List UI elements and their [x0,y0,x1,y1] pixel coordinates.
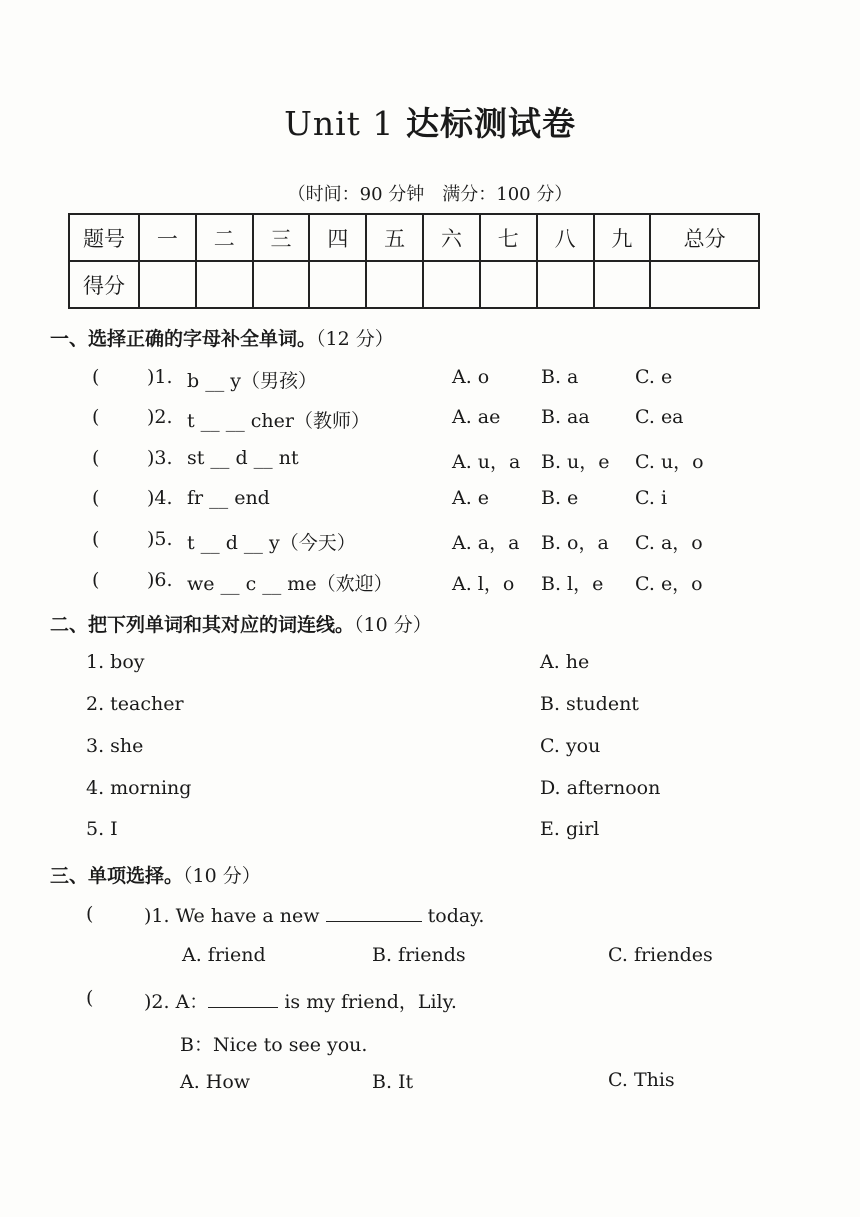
header-cell: 四 [309,214,366,261]
option-a: A. ae [452,406,501,428]
option-b: B. e [541,487,579,509]
answer-paren[interactable]: ( [86,987,94,1009]
section3-title: 三、单项选择。 [50,865,184,887]
page-title [0,98,860,145]
option-a: A. e [452,487,490,509]
title-unit: Unit 1 [284,104,395,143]
question-word: t __ __ cher（教师） [187,410,370,432]
option-b: B. u，e [541,451,610,473]
score-cell[interactable] [594,261,651,308]
option-b: B. l，e [541,573,604,595]
option-b: B. friends [372,944,466,966]
header-cell: 九 [594,214,651,261]
answer-blank[interactable] [208,989,278,1008]
header-cell: 六 [423,214,480,261]
option-c: C. e，o [635,573,703,595]
exam-info: （时间：90 分钟 满分：100 分） [287,184,573,205]
question-word: b __ y（男孩） [187,370,317,392]
option-c: C. a，o [635,532,703,554]
answer-paren[interactable]: ( [92,528,100,550]
score-cell[interactable] [366,261,423,308]
match-right-item[interactable]: A. he [540,651,590,673]
option-c: C. This [608,1069,675,1091]
score-table-header-row [69,214,759,261]
score-row-label: 得分 [69,261,139,308]
header-cell: 八 [537,214,594,261]
section1-heading [50,324,394,351]
score-cell[interactable] [309,261,366,308]
score-cell[interactable] [537,261,594,308]
option-c: C. e [635,366,673,388]
answer-paren[interactable]: ( [92,569,100,591]
question-number: )3. [147,447,173,469]
score-cell[interactable] [480,261,537,308]
section3-heading [50,861,261,888]
answer-paren[interactable]: ( [92,487,100,509]
score-cell[interactable] [253,261,310,308]
match-left-item[interactable]: 1. boy [86,651,145,673]
score-cell[interactable] [196,261,253,308]
option-a: A. friend [182,944,266,966]
section1-points: （12 分） [316,328,394,350]
score-cell[interactable] [650,261,759,308]
option-c: C. ea [635,406,684,428]
question-text-pre: )1. We have a new [144,905,320,927]
match-left-item[interactable]: 2. teacher [86,693,184,715]
question-number: )5. [147,528,173,550]
option-c: C. friendes [608,944,713,966]
question-text [144,903,484,927]
section1-title: 一、选择正确的字母补全单词。 [50,328,317,350]
option-b: B. a [541,366,579,388]
header-cell: 题号 [69,214,139,261]
score-cell[interactable] [139,261,196,308]
answer-paren[interactable]: ( [92,366,100,388]
match-left-item[interactable]: 4. morning [86,777,192,799]
option-c: C. u，o [635,451,704,473]
option-b: B. o，a [541,532,609,554]
option-b: B. It [372,1071,414,1093]
header-cell: 二 [196,214,253,261]
section2-points: （10 分） [354,614,432,636]
header-cell: 总分 [650,214,759,261]
answer-paren[interactable]: ( [92,406,100,428]
title-cn: 达标测试卷 [405,104,576,143]
header-cell: 七 [480,214,537,261]
option-a: A. a，a [452,532,520,554]
question-word: we __ c __ me（欢迎） [187,573,393,595]
question-text-post: is my friend，Lily. [284,991,457,1013]
header-cell: 五 [366,214,423,261]
score-table [68,213,760,309]
question-number: )4. [147,487,173,509]
header-cell: 一 [139,214,196,261]
option-a: A. l，o [452,573,515,595]
question-word: fr __ end [187,487,270,509]
match-right-item[interactable]: E. girl [540,818,600,840]
match-right-item[interactable]: C. you [540,735,601,757]
match-left-item[interactable]: 3. she [86,735,144,757]
question-text-pre: )2. A： [144,991,209,1013]
option-c: C. i [635,487,668,509]
section2-title: 二、把下列单词和其对应的词连线。 [50,614,355,636]
match-right-item[interactable]: D. afternoon [540,777,661,799]
score-cell[interactable] [423,261,480,308]
answer-paren[interactable]: ( [92,447,100,469]
answer-paren[interactable]: ( [86,903,94,925]
question-number: )1. [147,366,173,388]
match-right-item[interactable]: B. student [540,693,639,715]
question-word: st __ d __ nt [187,447,299,469]
match-left-item[interactable]: 5. I [86,818,118,840]
option-b: B. aa [541,406,590,428]
question-text-post: today. [427,905,485,927]
option-a: A. u，a [452,451,521,473]
score-table-score-row [69,261,759,308]
question-number: )6. [147,569,173,591]
question-word: t __ d __ y（今天） [187,532,356,554]
answer-blank[interactable] [326,903,422,922]
question-text [144,987,457,1014]
question-number: )2. [147,406,173,428]
section2-heading [50,610,432,637]
header-cell: 三 [253,214,310,261]
option-a: A. o [452,366,490,388]
dialogue-line: B：Nice to see you. [180,1034,368,1056]
section3-points: （10 分） [183,865,261,887]
option-a: A. How [180,1071,251,1093]
